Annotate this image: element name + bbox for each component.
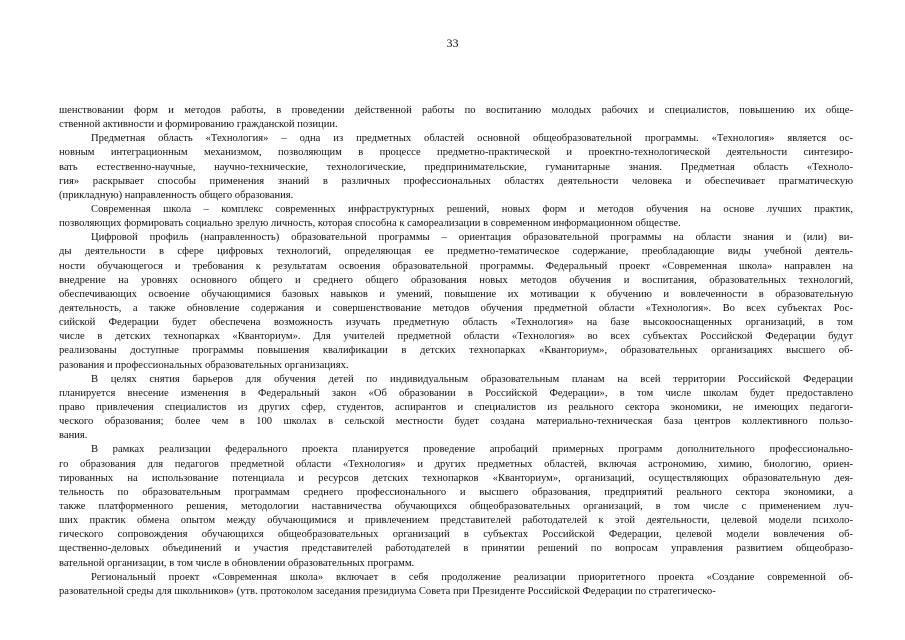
paragraph (59, 231, 853, 372)
text-line: Предметная область «Технология» – одна из предметных областей основной общеобразовательной программы. «Технология» является ос- (91, 133, 853, 145)
text-line: позволяющих формировать социально зрелую личность, которая способна к самореализации в современном информационном обществе. (59, 218, 681, 230)
text-line: (прикладную) направленность общего образования. (59, 189, 294, 201)
text-line: го образования для педагогов предметной области «Технология» и других предметных областей, включая астрономию, химию, биологию, ориен- (59, 458, 853, 470)
text-line: гия» раскрывает способы применения знаний в различных профессиональных областях деятельности человека и обеспечивает прагматическую (59, 175, 853, 187)
text-line: В рамках реализации федерального проекта планируется проведение апробаций примерных программ дополнительного профессионально- (91, 444, 853, 456)
paragraph (59, 104, 853, 132)
text-line: планируется внесение изменения в Федеральный закон «Об образовании в Российской Федерации», в том числе школам будет предоставлено (59, 387, 853, 399)
text-line: тированных на использование потенциала и ресурсов детских технопарков «Кванториум», организаций, осуществляющих образовательную дея- (59, 472, 853, 484)
text-line: ших практик обмена опытом между обучающимися и привлечением представителей работодателей к этой деятельности, целевой модели психоло- (59, 515, 853, 527)
text-line: также платформенного решения, методологии наставничества обучающихся общеобразовательных организаций, в том числе с применением луч- (59, 500, 853, 512)
text-line: гического сопровождения обучающихся общеобразовательных организаций в субъектах Российской Федерации, целевой модели вовлечения об- (59, 529, 853, 541)
text-line: ственной активности и формированию гражданской позиции. (59, 119, 338, 131)
text-line: Цифровой профиль (направленность) образовательной программы – ориентация образовательной программы на области знания и (или) ви- (91, 232, 853, 244)
paragraph (59, 443, 853, 570)
text-line: ческого образования; более чем в 100 школах в сельской местности будет создана материально-техническая база центров коллективного пользо- (59, 416, 853, 428)
text-line: щественно-деловых объединений и участия представителей работодателей в принятии решений по вопросам управления развитием общеобразо- (59, 543, 853, 555)
text-line: разовательной среды для школьников» (утв. протоколом заседания президиума Совета при Президенте Российской Федерации по стратегическо- (59, 585, 716, 597)
body-text (59, 104, 853, 599)
text-line: шенствовании форм и методов работы, в проведении действенной работы по воспитанию молодых рабочих и специалистов, повышению их обще- (59, 105, 853, 116)
text-line: вать естественно-научные, научно-технические, технологические, предпринимательские, гуманитарные знания. Предметная область «Техноло- (59, 161, 853, 173)
paragraph (59, 571, 853, 599)
text-line: обеспечивающих освоение обучающимися базовых навыков и умений, повышение их мотивации к обучению и вовлеченности в образовательную (59, 288, 853, 300)
text-line: числе в детских технопарках «Кванториум». Для учителей предметной области «Технология» во всех субъектах Российской Федерации будут (59, 331, 853, 343)
text-line: разования и профессиональных образовательных организациях. (59, 359, 349, 371)
text-line: Современная школа – комплекс современных инфраструктурных решений, новых форм и методов обучения на основе лучших практик, (91, 203, 853, 215)
text-line: ды деятельности в сфере цифровых технологий, определяющая ее предметно-тематическое содержание, преобладающие виды учебной деятель- (59, 246, 853, 258)
paragraph (59, 203, 853, 231)
paragraph (59, 373, 853, 444)
paragraph (59, 132, 853, 203)
text-line: новным интеграционным механизмом, позволяющим в процессе предметно-практической и проектно-технологической деятельности синтезиро- (59, 147, 853, 159)
text-line: право привлечения специалистов из других сфер, студентов, аспирантов и специалистов из реального сектора экономики, не имеющих педагоги- (59, 401, 853, 413)
text-line: деятельность, а также обновление содержания и совершенствование методов обучения предметной области «Технология». Во всех субъектах Рос- (59, 302, 853, 314)
text-line: реализованы доступные программы повышения квалификации в детских технопарках «Кванториум», образовательных организациях высшего об- (59, 345, 853, 357)
text-line: вательной организации, в том числе в обновлении образовательных программ. (59, 557, 415, 569)
text-line: ности обучающегося и требования к результатам освоения образовательной программы. Федеральный проект «Современная школа» направлен на (59, 260, 853, 272)
text-line: тельность по образовательным программам среднего профессионального и высшего образования, предприятий реального сектора экономики, а (59, 486, 853, 498)
text-line: Региональный проект «Современная школа» включает в себя продолжение реализации приоритетного проекта «Создание современной об- (91, 571, 853, 583)
text-line: В целях снятия барьеров для обучения детей по индивидуальным образовательным планам на всей территории Российской Федерации (91, 373, 853, 385)
page-number: 33 (446, 36, 459, 50)
text-line: вания. (59, 430, 88, 442)
text-line: сийской Федерации будет обеспечена возможность изучать предметную область «Технология» на базе высокооснащенных организаций, в том (59, 317, 853, 329)
text-line: внедрение на уровнях основного общего и среднего общего образования новых методов обучения и воспитания, образовательных технологий, (59, 274, 853, 286)
